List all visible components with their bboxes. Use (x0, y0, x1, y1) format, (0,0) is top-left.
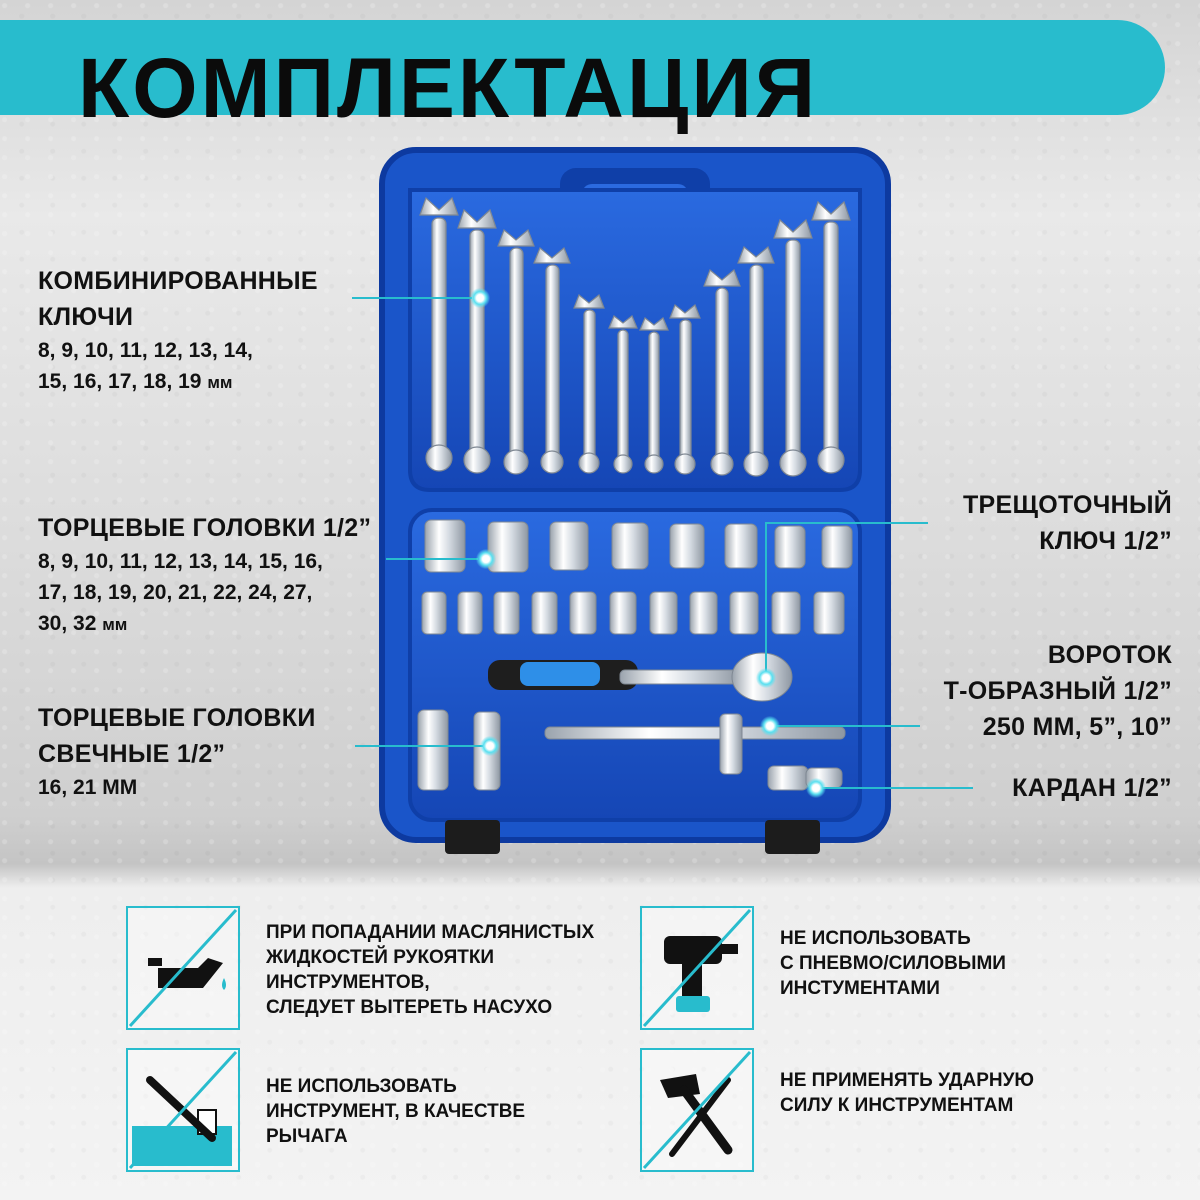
warning-oil-line-1: ПРИ ПОПАДАНИИ МАСЛЯНИСТЫХ (266, 922, 595, 943)
warning-lever-line-1: НЕ ИСПОЛЬЗОВАТЬ (266, 1076, 457, 1097)
callout-cardan-title: КАРДАН 1/2” (1012, 774, 1172, 802)
marker-sockets (476, 549, 496, 569)
hammer-crossed-icon (640, 1048, 754, 1172)
callout-sockets-sizes-1: 8, 9, 10, 11, 12, 13, 14, 15, 16, (38, 550, 323, 573)
callout-sockets-title: ТОРЦЕВЫЕ ГОЛОВКИ 1/2” (38, 514, 372, 542)
warning-lever (266, 1074, 525, 1149)
tool-case-image (370, 140, 900, 860)
leader-sockets (386, 558, 478, 560)
leader-t-handle (770, 725, 920, 727)
warning-oil-line-3: ИНСТРУМЕНТОВ, (266, 972, 430, 993)
callout-t-handle (944, 637, 1172, 745)
callout-spark-sizes: 16, 21 ММ (38, 776, 138, 799)
callout-ratchet-title-2: КЛЮЧ 1/2” (1039, 527, 1172, 555)
leader-ratchet-vertical (765, 522, 767, 677)
warning-hammer (780, 1068, 1034, 1118)
callout-sockets-sizes-2: 17, 18, 19, 20, 21, 22, 24, 27, (38, 581, 313, 604)
marker-spark (480, 736, 500, 756)
callout-wrenches-title-2: КЛЮЧИ (38, 303, 134, 331)
marker-cardan (806, 778, 826, 798)
callout-wrenches-sizes-1: 8, 9, 10, 11, 12, 13, 14, (38, 339, 253, 362)
callout-spark-sockets (38, 700, 316, 803)
warning-oil-line-4: СЛЕДУЕТ ВЫТЕРЕТЬ НАСУХО (266, 997, 553, 1018)
oil-can-crossed-icon (126, 906, 240, 1030)
callout-wrenches-unit: мм (207, 373, 233, 392)
power-drill-crossed-icon (640, 906, 754, 1030)
callout-spark-title-1: ТОРЦЕВЫЕ ГОЛОВКИ (38, 704, 316, 732)
callout-ratchet (963, 487, 1172, 559)
callout-cardan (1012, 770, 1172, 806)
callout-spark-title-2: СВЕЧНЫЕ 1/2” (38, 740, 226, 768)
warning-drill-line-1: НЕ ИСПОЛЬЗОВАТЬ (780, 928, 971, 949)
marker-ratchet (756, 668, 776, 688)
warning-oil-line-2: ЖИДКОСТЕЙ РУКОЯТКИ (266, 947, 495, 968)
callout-sockets-unit: мм (102, 615, 128, 634)
callout-wrenches (38, 263, 318, 398)
leader-spark (355, 745, 483, 747)
callout-sockets (38, 510, 371, 640)
warning-lever-line-2: ИНСТРУМЕНТ, В КАЧЕСТВЕ (266, 1101, 526, 1122)
callout-thandle-title-2: Т-ОБРАЗНЫЙ 1/2” (943, 677, 1172, 705)
callout-ratchet-title-1: ТРЕЩОТОЧНЫЙ (962, 491, 1172, 519)
warning-oil (266, 920, 594, 1020)
marker-wrenches (470, 288, 490, 308)
warning-hammer-line-2: СИЛУ К ИНСТРУМЕНТАМ (780, 1095, 1014, 1116)
warning-hammer-line-1: НЕ ПРИМЕНЯТЬ УДАРНУЮ (780, 1070, 1034, 1091)
warning-drill (780, 926, 1006, 1001)
callout-wrenches-title-1: КОМБИНИРОВАННЫЕ (38, 267, 318, 295)
warning-drill-line-2: С ПНЕВМО/СИЛОВЫМИ (780, 953, 1006, 974)
warning-lever-line-3: РЫЧАГА (266, 1126, 348, 1147)
callout-thandle-title-3: 250 ММ, 5”, 10” (982, 713, 1172, 741)
callout-wrenches-sizes-2: 15, 16, 17, 18, 19 (38, 370, 202, 393)
leader-ratchet (766, 522, 928, 524)
page-title: КОМПЛЕКТАЦИЯ (78, 41, 819, 135)
lever-crossed-icon (126, 1048, 240, 1172)
leader-cardan (815, 787, 973, 789)
callout-thandle-title-1: ВОРОТОК (1047, 641, 1172, 669)
header-banner (0, 20, 1165, 135)
leader-wrenches (352, 297, 472, 299)
callout-sockets-sizes-3: 30, 32 (38, 612, 97, 635)
marker-t-handle (760, 716, 780, 736)
warning-drill-line-3: ИНСТУМЕНТАМИ (780, 978, 940, 999)
